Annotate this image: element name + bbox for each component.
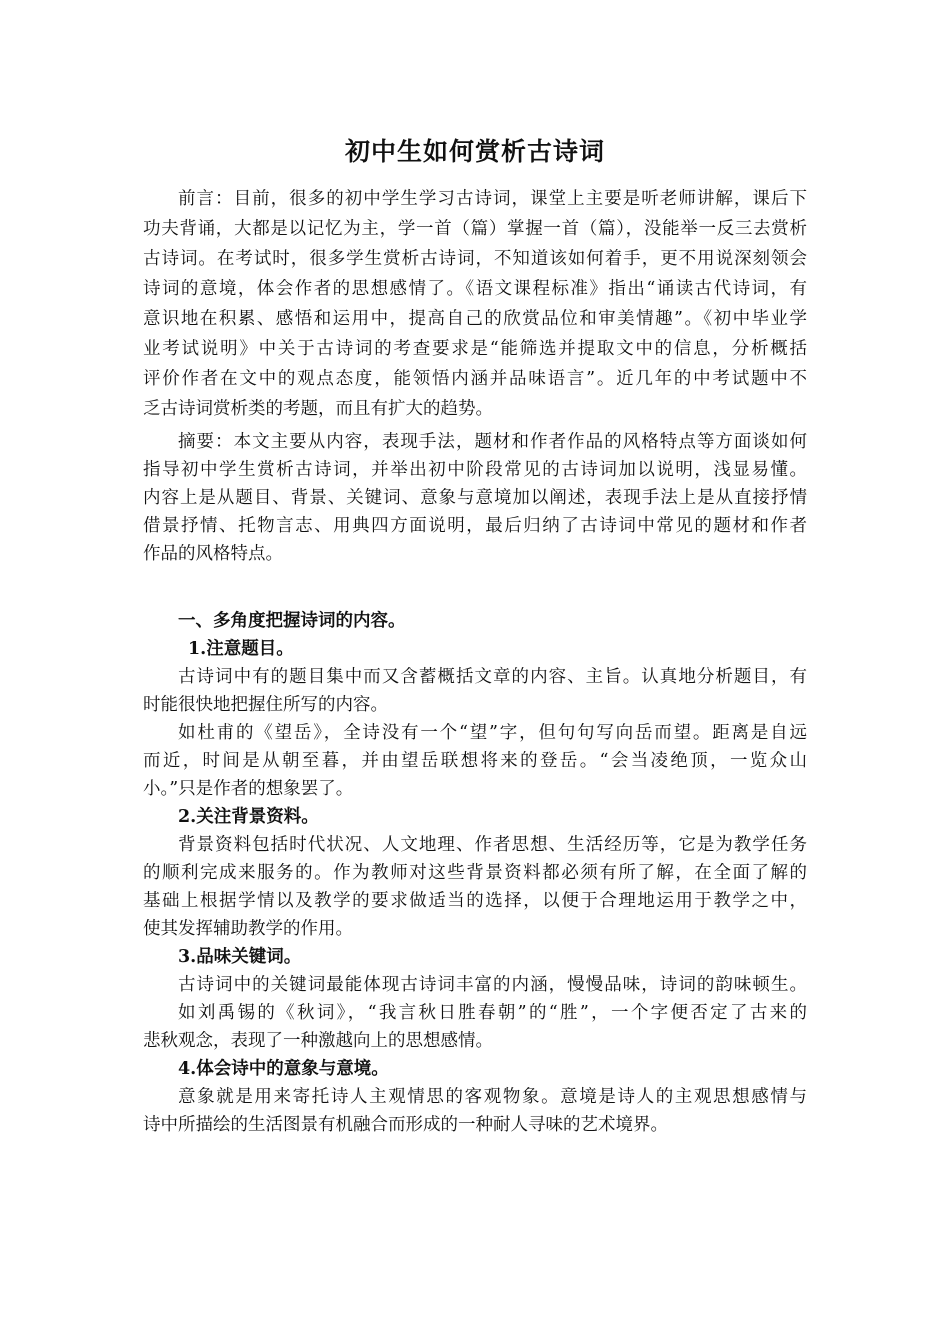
preface-line: 前言：目前，很多的初中学生学习古诗词，课堂上主要是听老师讲解，课后下 [178, 189, 807, 209]
paragraph-line: 时能很快地把握住所写的内容。 [143, 695, 388, 715]
subsection-heading: 1.注意题目。 [188, 639, 294, 659]
preface-line: 业考试说明》中关于古诗词的考查要求是“能筛选并提取文中的信息，分析概括 [143, 339, 807, 359]
paragraph-line: 悲秋观念，表现了一种激越向上的思想感情。 [143, 1031, 493, 1051]
paragraph-line: 背景资料包括时代状况、人文地理、作者思想、生活经历等，它是为教学任务 [178, 835, 807, 855]
paragraph-line: 如刘禹锡的《秋词》，“我言秋日胜春朝”的“胜”，一个字便否定了古来的 [178, 1003, 807, 1023]
preface-line: 古诗词。在考试时，很多学生赏析古诗词，不知道该如何着手，更不用说深刻领会 [143, 249, 807, 269]
preface-line: 乏古诗词赏析类的考题，而且有扩大的趋势。 [143, 399, 493, 419]
abstract-line: 内容上是从题目、背景、关键词、意象与意境加以阐述，表现手法上是从直接抒情 [143, 488, 807, 508]
preface-line: 评价作者在文中的观点态度，能领悟内涵并品味语言”。近几年的中考试题中不 [143, 369, 807, 389]
subsection-heading: 2.关注背景资料。 [178, 807, 319, 827]
paragraph-line: 小。”只是作者的想象罢了。 [143, 779, 354, 799]
document-title: 初中生如何赏析古诗词 [344, 137, 605, 166]
paragraph-line: 基础上根据学情以及教学的要求做适当的选择，以便于合理地运用于教学之中， [143, 891, 807, 911]
abstract-line: 指导初中学生赏析古诗词，并举出初中阶段常见的古诗词加以说明，浅显易懂。 [143, 460, 807, 480]
abstract-line: 借景抒情、托物言志、用典四方面说明，最后归纳了古诗词中常见的题材和作者 [143, 516, 807, 536]
paragraph-line: 而近，时间是从朝至暮，并由望岳联想将来的登岳。“会当凌绝顶，一览众山 [143, 751, 807, 771]
paragraph-line: 古诗词中有的题目集中而又含蓄概括文章的内容、主旨。认真地分析题目，有 [178, 667, 807, 687]
paragraph-line: 意象就是用来寄托诗人主观情思的客观物象。意境是诗人的主观思想感情与 [178, 1087, 807, 1107]
paragraph-line: 古诗词中的关键词最能体现古诗词丰富的内涵，慢慢品味，诗词的韵味顿生。 [178, 975, 807, 995]
subsection-heading: 3.品味关键词。 [178, 947, 302, 967]
paragraph-line: 的顺利完成来服务的。作为教师对这些背景资料都必须有所了解，在全面了解的 [143, 863, 807, 883]
preface-line: 诗词的意境，体会作者的思想感情了。《语文课程标准》指出“诵读古代诗词，有 [143, 279, 807, 299]
subsection-heading: 4.体会诗中的意象与意境。 [178, 1059, 389, 1079]
preface-line: 意识地在积累、感悟和运用中，提高自己的欣赏品位和审美情趣”。《初中毕业学 [143, 309, 807, 329]
paragraph-line: 诗中所描绘的生活图景有机融合而形成的一种耐人寻味的艺术境界。 [143, 1115, 668, 1135]
preface-line: 功夫背诵，大都是以记忆为主，学一首（篇）掌握一首（篇），没能举一反三去赏析 [143, 219, 807, 239]
abstract-line: 摘要：本文主要从内容，表现手法，题材和作者作品的风格特点等方面谈如何 [178, 432, 807, 452]
abstract-line: 作品的风格特点。 [143, 544, 283, 564]
section-heading: 一、多角度把握诗词的内容。 [178, 611, 406, 631]
paragraph-line: 使其发挥辅助教学的作用。 [143, 919, 353, 939]
paragraph-line: 如杜甫的《望岳》，全诗没有一个“望”字，但句句写向岳而望。距离是自远 [178, 723, 807, 743]
